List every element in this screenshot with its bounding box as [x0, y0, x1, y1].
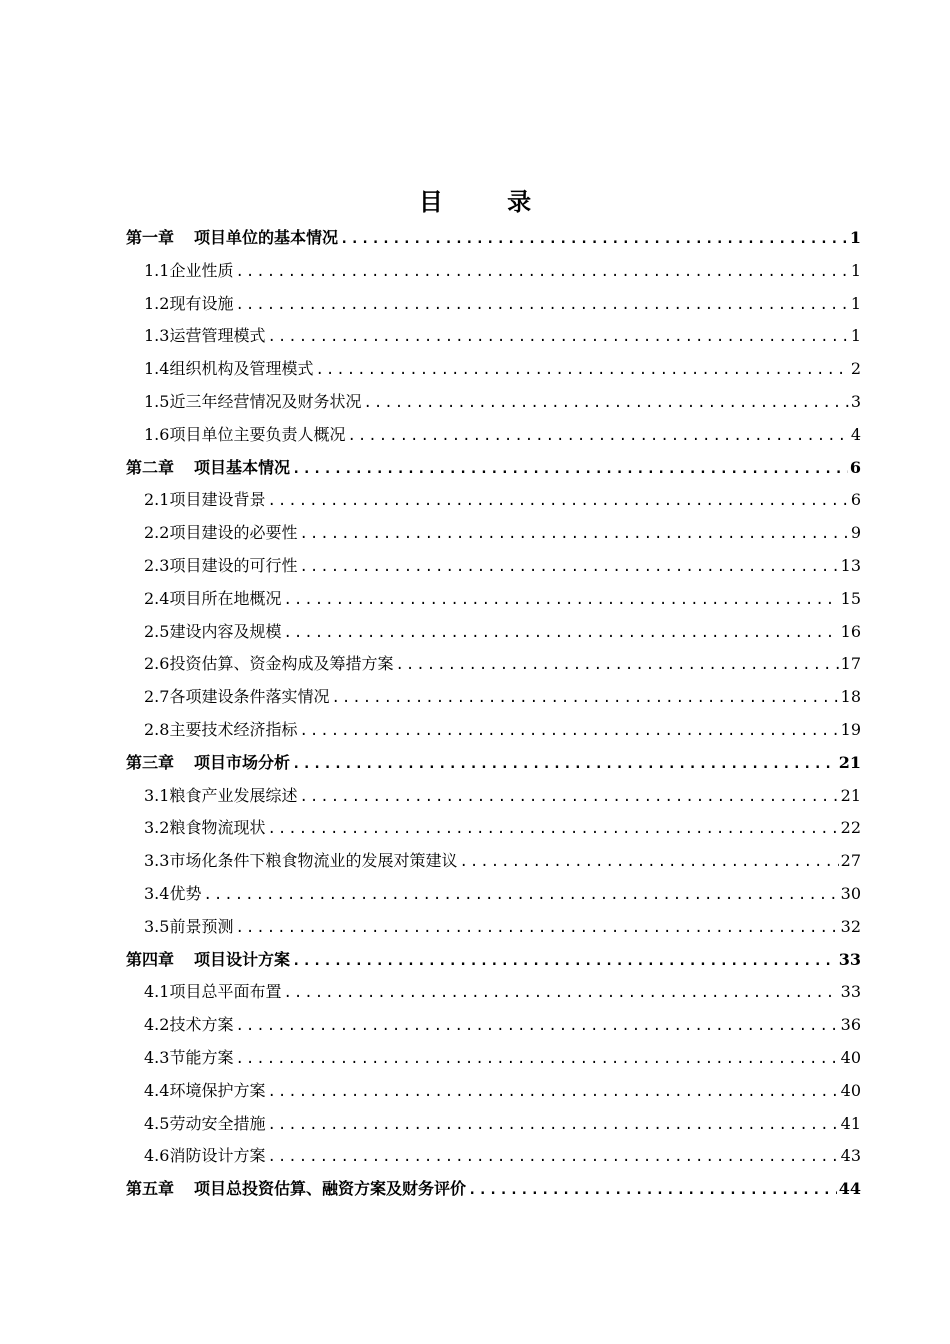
toc-chapter-row[interactable] [126, 452, 861, 485]
section-title: 1.2现有设施 [144, 293, 234, 313]
page-number: 43 [840, 1146, 861, 1166]
chapter-title: 项目总投资估算、融资方案及财务评价 [194, 1179, 467, 1199]
section-title: 2.1项目建设背景 [144, 490, 266, 510]
toc-section-row[interactable] [126, 583, 861, 616]
toc-section-row[interactable] [126, 845, 861, 878]
page-number: 3 [850, 391, 861, 411]
toc-section-row[interactable] [126, 1009, 861, 1042]
page-number: 41 [840, 1113, 861, 1133]
section-title: 4.3节能方案 [144, 1047, 234, 1067]
page-number: 40 [840, 1080, 861, 1100]
page-number: 15 [840, 588, 861, 608]
toc-section-row[interactable] [126, 648, 861, 681]
chapter-number: 第三章 [126, 752, 175, 772]
dot-leader [363, 387, 848, 420]
page-number: 30 [840, 883, 861, 903]
section-title: 3.1粮食产业发展综述 [144, 785, 298, 805]
section-title: 4.6消防设计方案 [144, 1146, 266, 1166]
dot-leader [283, 977, 838, 1010]
page-number: 1 [850, 326, 861, 346]
chapter-number: 第五章 [126, 1179, 175, 1199]
chapter-number: 第一章 [126, 228, 175, 247]
page-number: 9 [850, 523, 861, 543]
dot-leader [299, 781, 838, 814]
chapter-number: 第四章 [126, 949, 175, 969]
section-title: 3.2粮食物流现状 [144, 818, 266, 838]
dot-leader [292, 748, 837, 781]
toc-section-row[interactable] [126, 1108, 861, 1141]
dot-leader [267, 1141, 838, 1174]
table-of-contents [126, 222, 861, 1206]
page-number: 27 [840, 851, 861, 871]
section-title: 2.2项目建设的必要性 [144, 523, 298, 543]
section-title: 3.4优势 [144, 883, 202, 903]
chapter-title: 项目市场分析 [194, 752, 291, 772]
dot-leader [395, 649, 838, 682]
section-title: 1.5近三年经营情况及财务状况 [144, 391, 362, 411]
dot-leader [283, 617, 838, 650]
page-number: 21 [840, 785, 861, 805]
toc-section-row[interactable] [126, 320, 861, 353]
page-number: 22 [840, 818, 861, 838]
section-title: 4.4环境保护方案 [144, 1080, 266, 1100]
dot-leader [299, 551, 838, 584]
page-number: 21 [838, 752, 861, 772]
toc-section-row[interactable] [126, 517, 861, 550]
toc-section-row[interactable] [126, 878, 861, 911]
dot-leader [203, 879, 838, 912]
toc-section-row[interactable] [126, 550, 861, 583]
section-title: 4.5劳动安全措施 [144, 1113, 266, 1133]
page-number: 19 [840, 719, 861, 739]
toc-section-row[interactable] [126, 484, 861, 517]
toc-chapter-row[interactable] [126, 747, 861, 780]
dot-leader [235, 912, 838, 945]
dot-leader [267, 1109, 838, 1142]
chapter-number: 第二章 [126, 457, 175, 477]
dot-leader [331, 682, 838, 715]
toc-section-row[interactable] [126, 780, 861, 813]
toc-section-row[interactable] [126, 1075, 861, 1108]
dot-leader [235, 1010, 838, 1043]
page-number: 32 [840, 916, 861, 936]
section-title: 1.1企业性质 [144, 260, 234, 280]
section-title: 1.4组织机构及管理模式 [144, 359, 314, 379]
toc-title: 目 录 [418, 187, 560, 216]
toc-section-row[interactable] [126, 419, 861, 452]
section-title: 1.3运营管理模式 [144, 326, 266, 346]
section-title: 2.3项目建设的可行性 [144, 555, 298, 575]
dot-leader [315, 354, 848, 387]
page-number: 1 [850, 260, 861, 280]
page-number: 40 [840, 1047, 861, 1067]
page-number: 4 [850, 424, 861, 444]
toc-section-row[interactable] [126, 1042, 861, 1075]
page-number: 6 [850, 490, 861, 510]
toc-chapter-row[interactable] [126, 944, 861, 977]
dot-leader [267, 1076, 838, 1109]
chapter-title: 项目基本情况 [194, 457, 291, 477]
section-title: 1.6项目单位主要负责人概况 [144, 424, 346, 444]
toc-section-row[interactable] [126, 911, 861, 944]
dot-leader [347, 420, 848, 453]
section-title: 4.1项目总平面布置 [144, 982, 282, 1002]
dot-leader [235, 1043, 838, 1076]
page-number: 33 [838, 949, 861, 969]
dot-leader [267, 321, 848, 354]
dot-leader [267, 485, 848, 518]
dot-leader [235, 289, 848, 322]
dot-leader [340, 223, 848, 256]
dot-leader [292, 453, 848, 486]
dot-leader [459, 846, 838, 879]
toc-section-row[interactable] [126, 714, 861, 747]
page-number: 17 [840, 654, 861, 674]
toc-chapter-row[interactable] [126, 1173, 861, 1206]
dot-leader [283, 584, 838, 617]
section-title: 2.7各项建设条件落实情况 [144, 687, 330, 707]
dot-leader [235, 256, 848, 289]
section-title: 2.4项目所在地概况 [144, 588, 282, 608]
page-number: 13 [840, 555, 861, 575]
dot-leader [468, 1174, 837, 1207]
section-title: 3.5前景预测 [144, 916, 234, 936]
page-number: 16 [840, 621, 861, 641]
chapter-title: 项目单位的基本情况 [194, 228, 339, 247]
page-number: 44 [838, 1179, 861, 1199]
section-title: 2.5建设内容及规模 [144, 621, 282, 641]
toc-section-row[interactable] [126, 681, 861, 714]
dot-leader [292, 945, 837, 978]
page-number: 2 [850, 359, 861, 379]
dot-leader [267, 813, 838, 846]
section-title: 4.2技术方案 [144, 1015, 234, 1035]
chapter-title: 项目设计方案 [194, 949, 291, 969]
toc-section-row[interactable] [126, 386, 861, 419]
dot-leader [299, 518, 848, 551]
page-number: 1 [849, 228, 861, 247]
page-number: 6 [849, 457, 861, 477]
dot-leader [299, 715, 838, 748]
page-number: 1 [850, 293, 861, 313]
toc-chapter-row[interactable] [126, 222, 861, 255]
section-title: 3.3市场化条件下粮食物流业的发展对策建议 [144, 851, 458, 871]
section-title: 2.6投资估算、资金构成及筹措方案 [144, 654, 394, 674]
page-number: 33 [840, 982, 861, 1002]
section-title: 2.8主要技术经济指标 [144, 719, 298, 739]
toc-section-row[interactable] [126, 353, 861, 386]
toc-section-row[interactable] [126, 1140, 861, 1173]
toc-section-row[interactable] [126, 976, 861, 1009]
toc-section-row[interactable] [126, 616, 861, 649]
toc-section-row[interactable] [126, 288, 861, 321]
toc-section-row[interactable] [126, 255, 861, 288]
toc-section-row[interactable] [126, 812, 861, 845]
page-number: 36 [840, 1015, 861, 1035]
page-number: 18 [840, 687, 861, 707]
